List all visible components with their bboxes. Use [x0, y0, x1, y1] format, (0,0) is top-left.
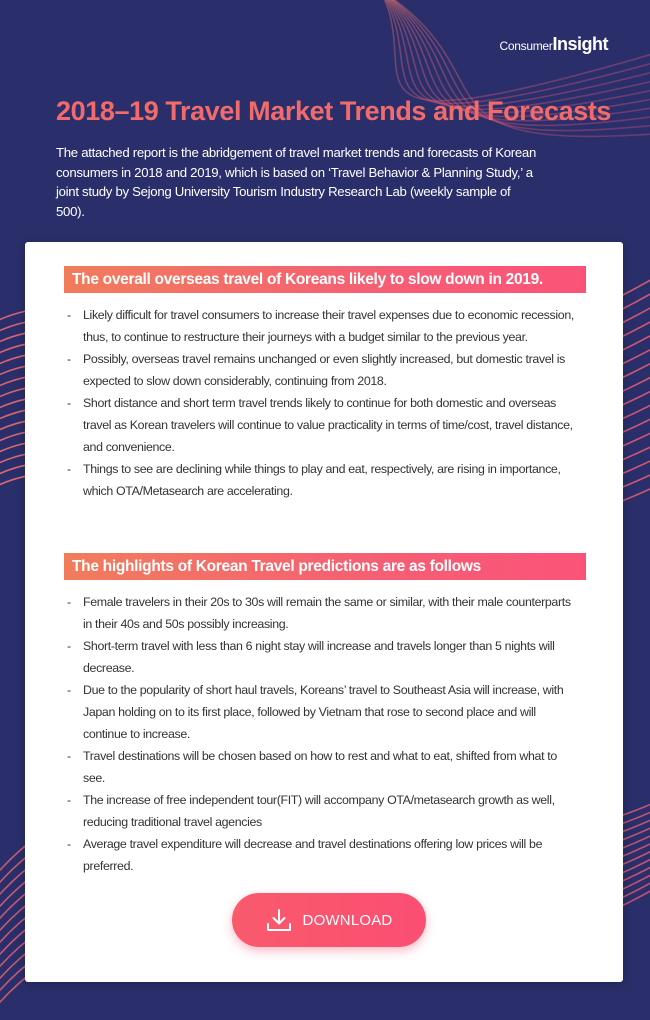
- logo-consumer-text: Consumer: [499, 39, 553, 53]
- list-dash: -: [67, 837, 71, 851]
- list-dash: -: [67, 749, 71, 763]
- download-icon: [266, 908, 292, 932]
- list-item: - Travel destinations will be chosen based on how to rest and what to eat, shifted from what to see.: [67, 745, 582, 789]
- page-title: 2018–19 Travel Market Trends and Forecasts: [56, 96, 612, 126]
- section-1-heading: The overall overseas travel of Koreans likely to slow down in 2019.: [64, 266, 586, 293]
- list-dash: -: [67, 462, 71, 476]
- list-item: - Female travelers in their 20s to 30s will remain the same or similar, with their male counterparts in their 40s and 50s possibly increasing.: [67, 591, 582, 635]
- download-label: DOWNLOAD: [302, 911, 393, 929]
- list-item: - Short distance and short term travel trends likely to continue for both domestic and overseas travel as Korean travelers will continue to value practicality in terms of time/cost, travel distance, and convenience.: [67, 392, 582, 458]
- section-1-list: [67, 304, 582, 502]
- content-card: [25, 242, 623, 982]
- consumer-insight-logo[interactable]: [500, 34, 608, 55]
- list-item: - Things to see are declining while things to play and eat, respectively, are rising in importance, which OTA/Metasearch are accelerating.: [67, 458, 582, 502]
- list-item: - Due to the popularity of short haul travels, Koreans’ travel to Southeast Asia will increase, with Japan holding on to its first place, followed by Vietnam that rose to second place and will continue to increase.: [67, 679, 582, 745]
- list-dash: -: [67, 595, 71, 609]
- list-dash: -: [67, 308, 71, 322]
- intro-paragraph: The attached report is the abridgement of travel market trends and forecasts of Korean consumers in 2018 and 2019, which is based on ‘Travel Behavior & Planning Study,’ a joint study by Sejong University Tourism Industry Research Lab (weekly sample of 500).: [56, 145, 536, 219]
- list-dash: -: [67, 683, 71, 697]
- list-item: - Possibly, overseas travel remains unchanged or even slightly increased, but domestic travel is expected to slow down considerably, continuing from 2018.: [67, 348, 582, 392]
- list-dash: -: [67, 639, 71, 653]
- list-item: - Likely difficult for travel consumers to increase their travel expenses due to economic recession, thus, to continue to restructure their journeys with a budget similar to the previous year.: [67, 304, 582, 348]
- logo-insight-text: Insight: [552, 34, 608, 54]
- list-item: - Short-term travel with less than 6 night stay will increase and travels longer than 5 nights will decrease.: [67, 635, 582, 679]
- section-2-list: [67, 591, 582, 877]
- list-dash: -: [67, 352, 71, 366]
- section-2-heading: The highlights of Korean Travel predictions are as follows: [64, 553, 586, 580]
- download-button[interactable]: [232, 893, 426, 947]
- list-dash: -: [67, 396, 71, 410]
- list-item: - The increase of free independent tour(FIT) will accompany OTA/metasearch growth as well, reducing traditional travel agencies: [67, 789, 582, 833]
- list-item: - Average travel expenditure will decrease and travel destinations offering low prices will be preferred.: [67, 833, 582, 877]
- list-dash: -: [67, 793, 71, 807]
